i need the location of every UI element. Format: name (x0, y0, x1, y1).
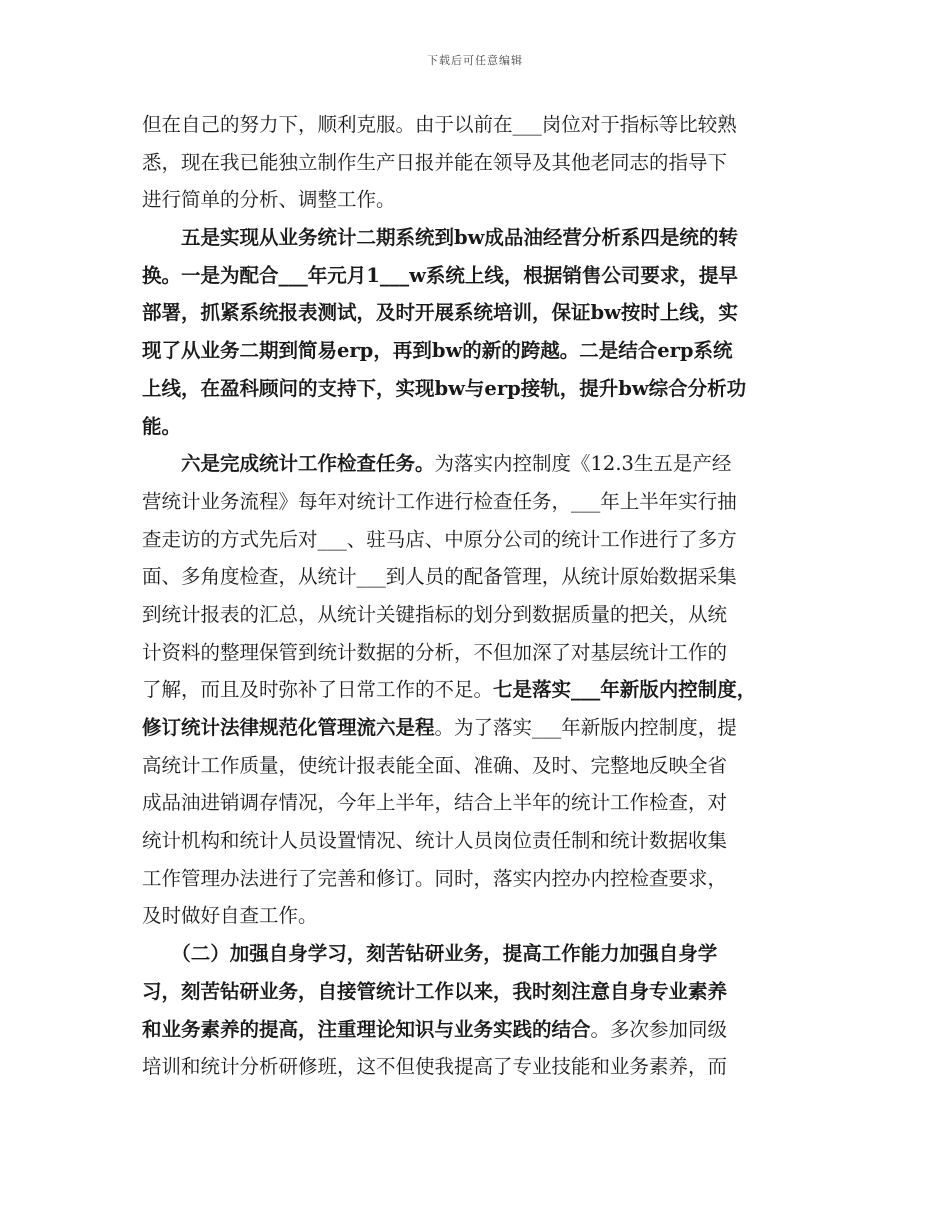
text-line (142, 1048, 814, 1086)
bold-text-segment: 部署，抓紧系统报表测试，及时开展系统培训，保证bw按时上线，实 (142, 301, 738, 325)
bold-text-segment: 和业务素养的提高，注重理论知识与业务实践的结合 (142, 1017, 591, 1041)
text-line (142, 445, 814, 483)
text-line (142, 897, 814, 935)
bold-text-segment: 六是完成统计工作检查任务。 (142, 452, 435, 476)
text-line (142, 294, 814, 332)
text-segment: 培训和统计分析研修班，这不但使我提高了专业技能和业务素养，而 (142, 1055, 728, 1079)
text-line (142, 370, 814, 408)
text-line (142, 483, 814, 521)
bold-text-segment: 换。一是为配合___年元月1___w系统上线，根据销售公司要求，提早 (142, 263, 738, 287)
text-segment: 及时做好自查工作。 (142, 904, 318, 928)
text-line (142, 106, 814, 144)
text-line (142, 935, 814, 973)
text-segment: 统计机构和统计人员设置情况、统计人员岗位责任制和统计数据收集 (142, 829, 728, 853)
document-body (142, 106, 814, 1086)
bold-text-segment: 上线，在盈科顾问的支持下，实现bw与erp接轨，提升bw综合分析功 (142, 376, 747, 400)
bold-text-segment: 修订统计法律规范化管理流六是程 (142, 716, 435, 739)
text-line (142, 408, 814, 446)
text-segment: 。为了落实___年新版内控制度，提 (434, 716, 737, 739)
bold-text-segment: （二）加强自身学习，刻苦钻研业务，提高工作能力加强自身学 (142, 942, 718, 966)
text-segment: 计资料的整理保管到统计数据的分析，不但加深了对基层统计工作的 (142, 640, 728, 664)
text-segment: 了解，而且及时弥补了日常工作的不足。 (142, 678, 494, 702)
text-segment: 工作管理办法进行了完善和修订。同时，落实内控办内控检查要求， (142, 866, 728, 890)
text-segment: 。多次参加同级 (590, 1017, 728, 1041)
text-line (142, 521, 814, 559)
text-segment: 但在自己的努力下，顺利克服。由于以前在___岗位对于指标等比较熟 (142, 113, 737, 136)
bold-text-segment: 习，刻苦钻研业务，自接管统计工作以来，我时刻注意自身专业素养 (142, 979, 728, 1003)
text-line (142, 784, 814, 822)
text-segment: 进行简单的分析、调整工作。 (142, 188, 396, 212)
bold-text-segment: 现了从业务二期到简易erp，再到bw的新的跨越。二是结合erp系统 (142, 339, 733, 363)
text-line (142, 257, 814, 295)
text-line (142, 181, 814, 219)
text-line (142, 332, 814, 370)
text-segment: 成品油进销调存情况，今年上半年，结合上半年的统计工作检查，对 (142, 791, 728, 815)
text-line (142, 671, 814, 709)
text-segment: 到统计报表的汇总，从统计关键指标的划分到数据质量的把关，从统 (142, 602, 728, 626)
text-line (142, 860, 814, 898)
text-line (142, 634, 814, 672)
text-segment: 高统计工作质量，使统计报表能全面、准确、及时、完整地反映全省 (142, 753, 728, 777)
text-line (142, 596, 814, 634)
bold-text-segment: 五是实现从业务统计二期系统到bw成品油经营分析系四是统的转 (142, 226, 738, 250)
bold-text-segment: 能。 (142, 414, 182, 438)
text-line (142, 747, 814, 785)
text-line (142, 709, 814, 747)
text-line (142, 219, 814, 257)
text-line (142, 822, 814, 860)
text-line (142, 144, 814, 182)
text-segment: 为落实内控制度《12.3生五是产经 (434, 452, 732, 476)
text-line (142, 558, 814, 596)
text-line (142, 1011, 814, 1049)
text-segment: 营统计业务流程》每年对统计工作进行检查任务，___年上半年实行抽 (142, 489, 737, 513)
bold-text-segment: 七是落实___年新版内控制度， (493, 678, 757, 702)
text-segment: 面、多角度检查，从统计___到人员的配备管理，从统计原始数据采集 (142, 565, 737, 589)
text-segment: 悉，现在我已能独立制作生产日报并能在领导及其他老同志的指导下 (142, 150, 728, 174)
page-header: 下载后可任意编辑 (427, 54, 523, 67)
text-segment: 查走访的方式先后对___、驻马店、中原分公司的统计工作进行了多方 (142, 527, 737, 551)
text-line (142, 973, 814, 1011)
